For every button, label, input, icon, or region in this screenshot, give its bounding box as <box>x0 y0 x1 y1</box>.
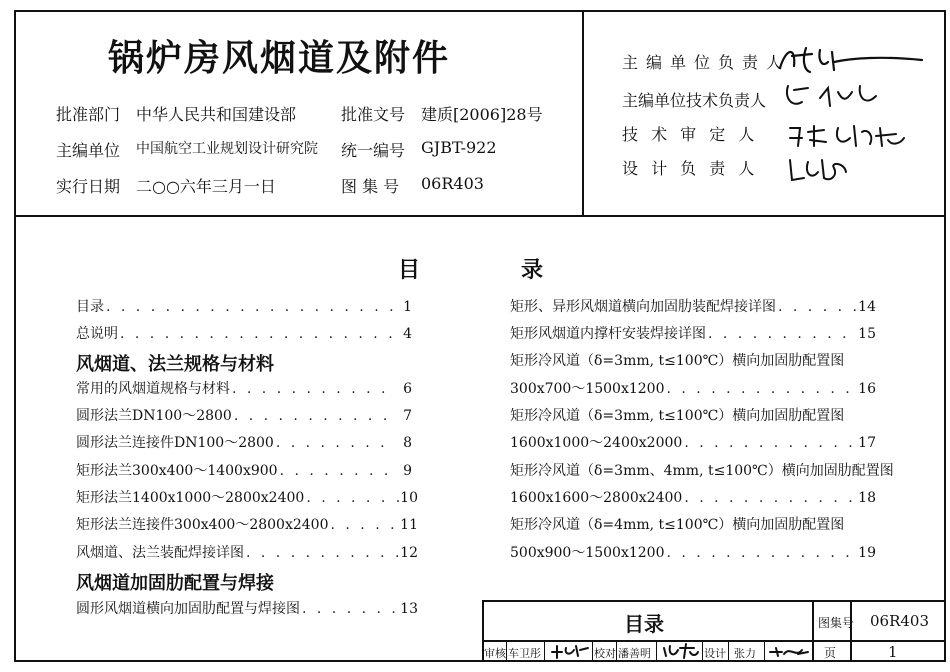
check-name: 潘善明 <box>618 647 651 660</box>
signature-1 <box>772 40 932 80</box>
responsible-review: 技 术 审 定 人 <box>622 125 759 144</box>
title-block-split <box>812 602 814 662</box>
toc-item[interactable] <box>510 378 876 398</box>
toc-item[interactable] <box>76 460 412 480</box>
toc-item-title: 总说明 <box>76 326 118 342</box>
drawing-name: 目录 <box>624 612 664 636</box>
atlas-number-value: 06R403 <box>421 174 484 193</box>
responsible-chief-unit: 主编单位负责人 <box>622 53 791 72</box>
title-block-cell-line <box>764 640 765 662</box>
leader-dots <box>665 381 859 397</box>
toc-item[interactable] <box>510 487 876 507</box>
toc-item-title: 1600x1600～2800x2400 <box>510 490 683 506</box>
toc-item-title: 矩形法兰1400x1000～2800x2400 <box>76 490 305 506</box>
chief-unit-value: 中国航空工业规划设计研究院 <box>136 141 318 157</box>
header-split-line <box>582 10 584 216</box>
leader-dots <box>278 463 394 479</box>
design-name: 张力 <box>734 647 756 660</box>
review-label: 审核 <box>484 647 506 660</box>
toc-item-title: 圆形风烟道横向加固肋配置与焊接图 <box>76 601 300 617</box>
title-block-cell-line <box>616 640 617 662</box>
toc-item-page: 7 <box>403 408 412 424</box>
leader-dots <box>232 408 394 424</box>
leader-dots <box>118 326 394 342</box>
leader-dots <box>104 299 394 315</box>
chief-unit-label: 主编单位 <box>56 141 121 160</box>
toc-item[interactable] <box>510 296 876 316</box>
title-block-cell-line <box>544 640 545 662</box>
approval-dept-label: 批准部门 <box>56 105 121 124</box>
toc-item-title: 常用的风烟道规格与材料 <box>76 381 230 397</box>
title-block-cell-line <box>656 640 657 662</box>
leader-dots <box>244 545 400 561</box>
toc-item-caption: 矩形冷风道（δ=3mm, t≤100℃）横向加固肋配置图 <box>510 353 845 369</box>
toc-item-title: 矩形风烟道内撑杆安装焊接详图 <box>510 326 706 342</box>
leader-dots <box>706 326 858 342</box>
design-label: 设计 <box>704 647 726 660</box>
unified-number-label: 统一编号 <box>341 141 406 160</box>
leader-dots <box>665 545 859 561</box>
title-block-cell-line <box>702 640 703 662</box>
toc-item-page: 10 <box>400 490 418 506</box>
toc-item-page: 13 <box>400 601 418 617</box>
toc-item-page: 1 <box>403 299 412 315</box>
toc-item-page: 11 <box>400 517 418 533</box>
toc-item[interactable] <box>76 296 412 316</box>
leader-dots <box>682 490 858 506</box>
toc-item-title: 矩形、异形风烟道横向加固肋装配焊接详图 <box>510 299 776 315</box>
approval-doc-value: 建质[2006]28号 <box>421 105 543 124</box>
atlas-number-label: 图 集 号 <box>341 177 400 196</box>
atlas-number-label: 图集号 <box>818 616 855 630</box>
signature-2 <box>780 78 890 114</box>
page-label: 页 <box>824 646 837 660</box>
toc-item-caption: 矩形冷风道（δ=3mm, t≤100℃）横向加固肋配置图 <box>510 408 845 424</box>
title-block-cell-line <box>506 640 507 662</box>
toc-heading-left: 目 <box>398 258 423 283</box>
leader-dots <box>230 381 394 397</box>
effective-date-value: 二○○六年三月一日 <box>136 177 276 196</box>
toc-item-page: 16 <box>858 381 876 397</box>
toc-item[interactable] <box>76 378 412 398</box>
toc-item[interactable] <box>76 432 412 452</box>
toc-item-page: 12 <box>400 545 418 561</box>
leader-dots <box>329 517 401 533</box>
leader-dots <box>776 299 858 315</box>
toc-section-heading: 风烟道加固肋配置与焊接 <box>76 573 274 594</box>
toc-section-heading: 风烟道、法兰规格与材料 <box>76 354 274 375</box>
toc-item-title: 500x900～1500x1200 <box>510 545 665 561</box>
toc-item[interactable] <box>76 542 418 562</box>
responsible-tech: 主编单位技术负责人 <box>622 91 767 110</box>
review-signature <box>548 642 590 660</box>
signature-4 <box>784 152 854 186</box>
toc-item-title: 风烟道、法兰装配焊接详图 <box>76 545 244 561</box>
toc-item-title: 300x700～1500x1200 <box>510 381 665 397</box>
atlas-number-value: 06R403 <box>870 612 930 630</box>
toc-item-page: 17 <box>858 435 876 451</box>
atlas-title: 锅炉房风烟道及附件 <box>108 38 451 79</box>
toc-item[interactable] <box>76 487 418 507</box>
toc-item[interactable] <box>76 405 412 425</box>
toc-item-page: 6 <box>403 381 412 397</box>
title-block-cell-line <box>592 640 593 662</box>
toc-item[interactable] <box>76 323 412 343</box>
responsible-design: 设 计 负 责 人 <box>622 159 759 178</box>
approval-dept-value: 中华人民共和国建设部 <box>136 105 297 124</box>
toc-item-page: 14 <box>858 299 876 315</box>
unified-number-value: GJBT-922 <box>421 138 497 157</box>
approval-doc-label: 批准文号 <box>341 105 406 124</box>
title-block-cell-line <box>728 640 729 662</box>
title-block-split <box>850 602 852 662</box>
check-signature <box>660 642 700 660</box>
toc-item[interactable] <box>76 514 418 534</box>
toc-item-title: 1600x1000～2400x2000 <box>510 435 683 451</box>
review-name: 车卫彤 <box>508 647 541 660</box>
toc-item-page: 18 <box>858 490 876 506</box>
toc-item-page: 19 <box>858 545 876 561</box>
title-block <box>482 600 946 662</box>
leader-dots <box>682 435 858 451</box>
toc-item-title: 矩形法兰连接件300x400～2800x2400 <box>76 517 329 533</box>
leader-dots <box>274 435 394 451</box>
toc-item[interactable] <box>510 323 876 343</box>
design-signature <box>768 642 810 660</box>
effective-date-label: 实行日期 <box>56 177 121 196</box>
signature-3 <box>784 118 914 154</box>
toc-item-page: 9 <box>403 463 412 479</box>
toc-item-page: 15 <box>858 326 876 342</box>
leader-dots <box>304 490 400 506</box>
toc-item-page: 8 <box>403 435 412 451</box>
toc-heading-right: 录 <box>521 258 546 283</box>
toc-item-title: 圆形法兰连接件DN100～2800 <box>76 435 274 451</box>
toc-item-title: 矩形法兰300x400～1400x900 <box>76 463 278 479</box>
toc-item-page: 4 <box>403 326 412 342</box>
toc-item-caption: 矩形冷风道（δ=4mm, t≤100℃）横向加固肋配置图 <box>510 517 845 533</box>
check-label: 校对 <box>594 647 616 660</box>
page-value: 1 <box>888 643 898 661</box>
toc-item-title: 目录 <box>76 299 104 315</box>
leader-dots <box>300 601 400 617</box>
toc-item-title: 圆形法兰DN100～2800 <box>76 408 232 424</box>
toc-item[interactable] <box>510 432 876 452</box>
toc-item[interactable] <box>76 598 418 618</box>
header-divider <box>14 215 946 217</box>
toc-item[interactable] <box>510 542 876 562</box>
toc-item-caption: 矩形冷风道（δ=3mm、4mm, t≤100℃）横向加固肋配置图 <box>510 463 894 479</box>
